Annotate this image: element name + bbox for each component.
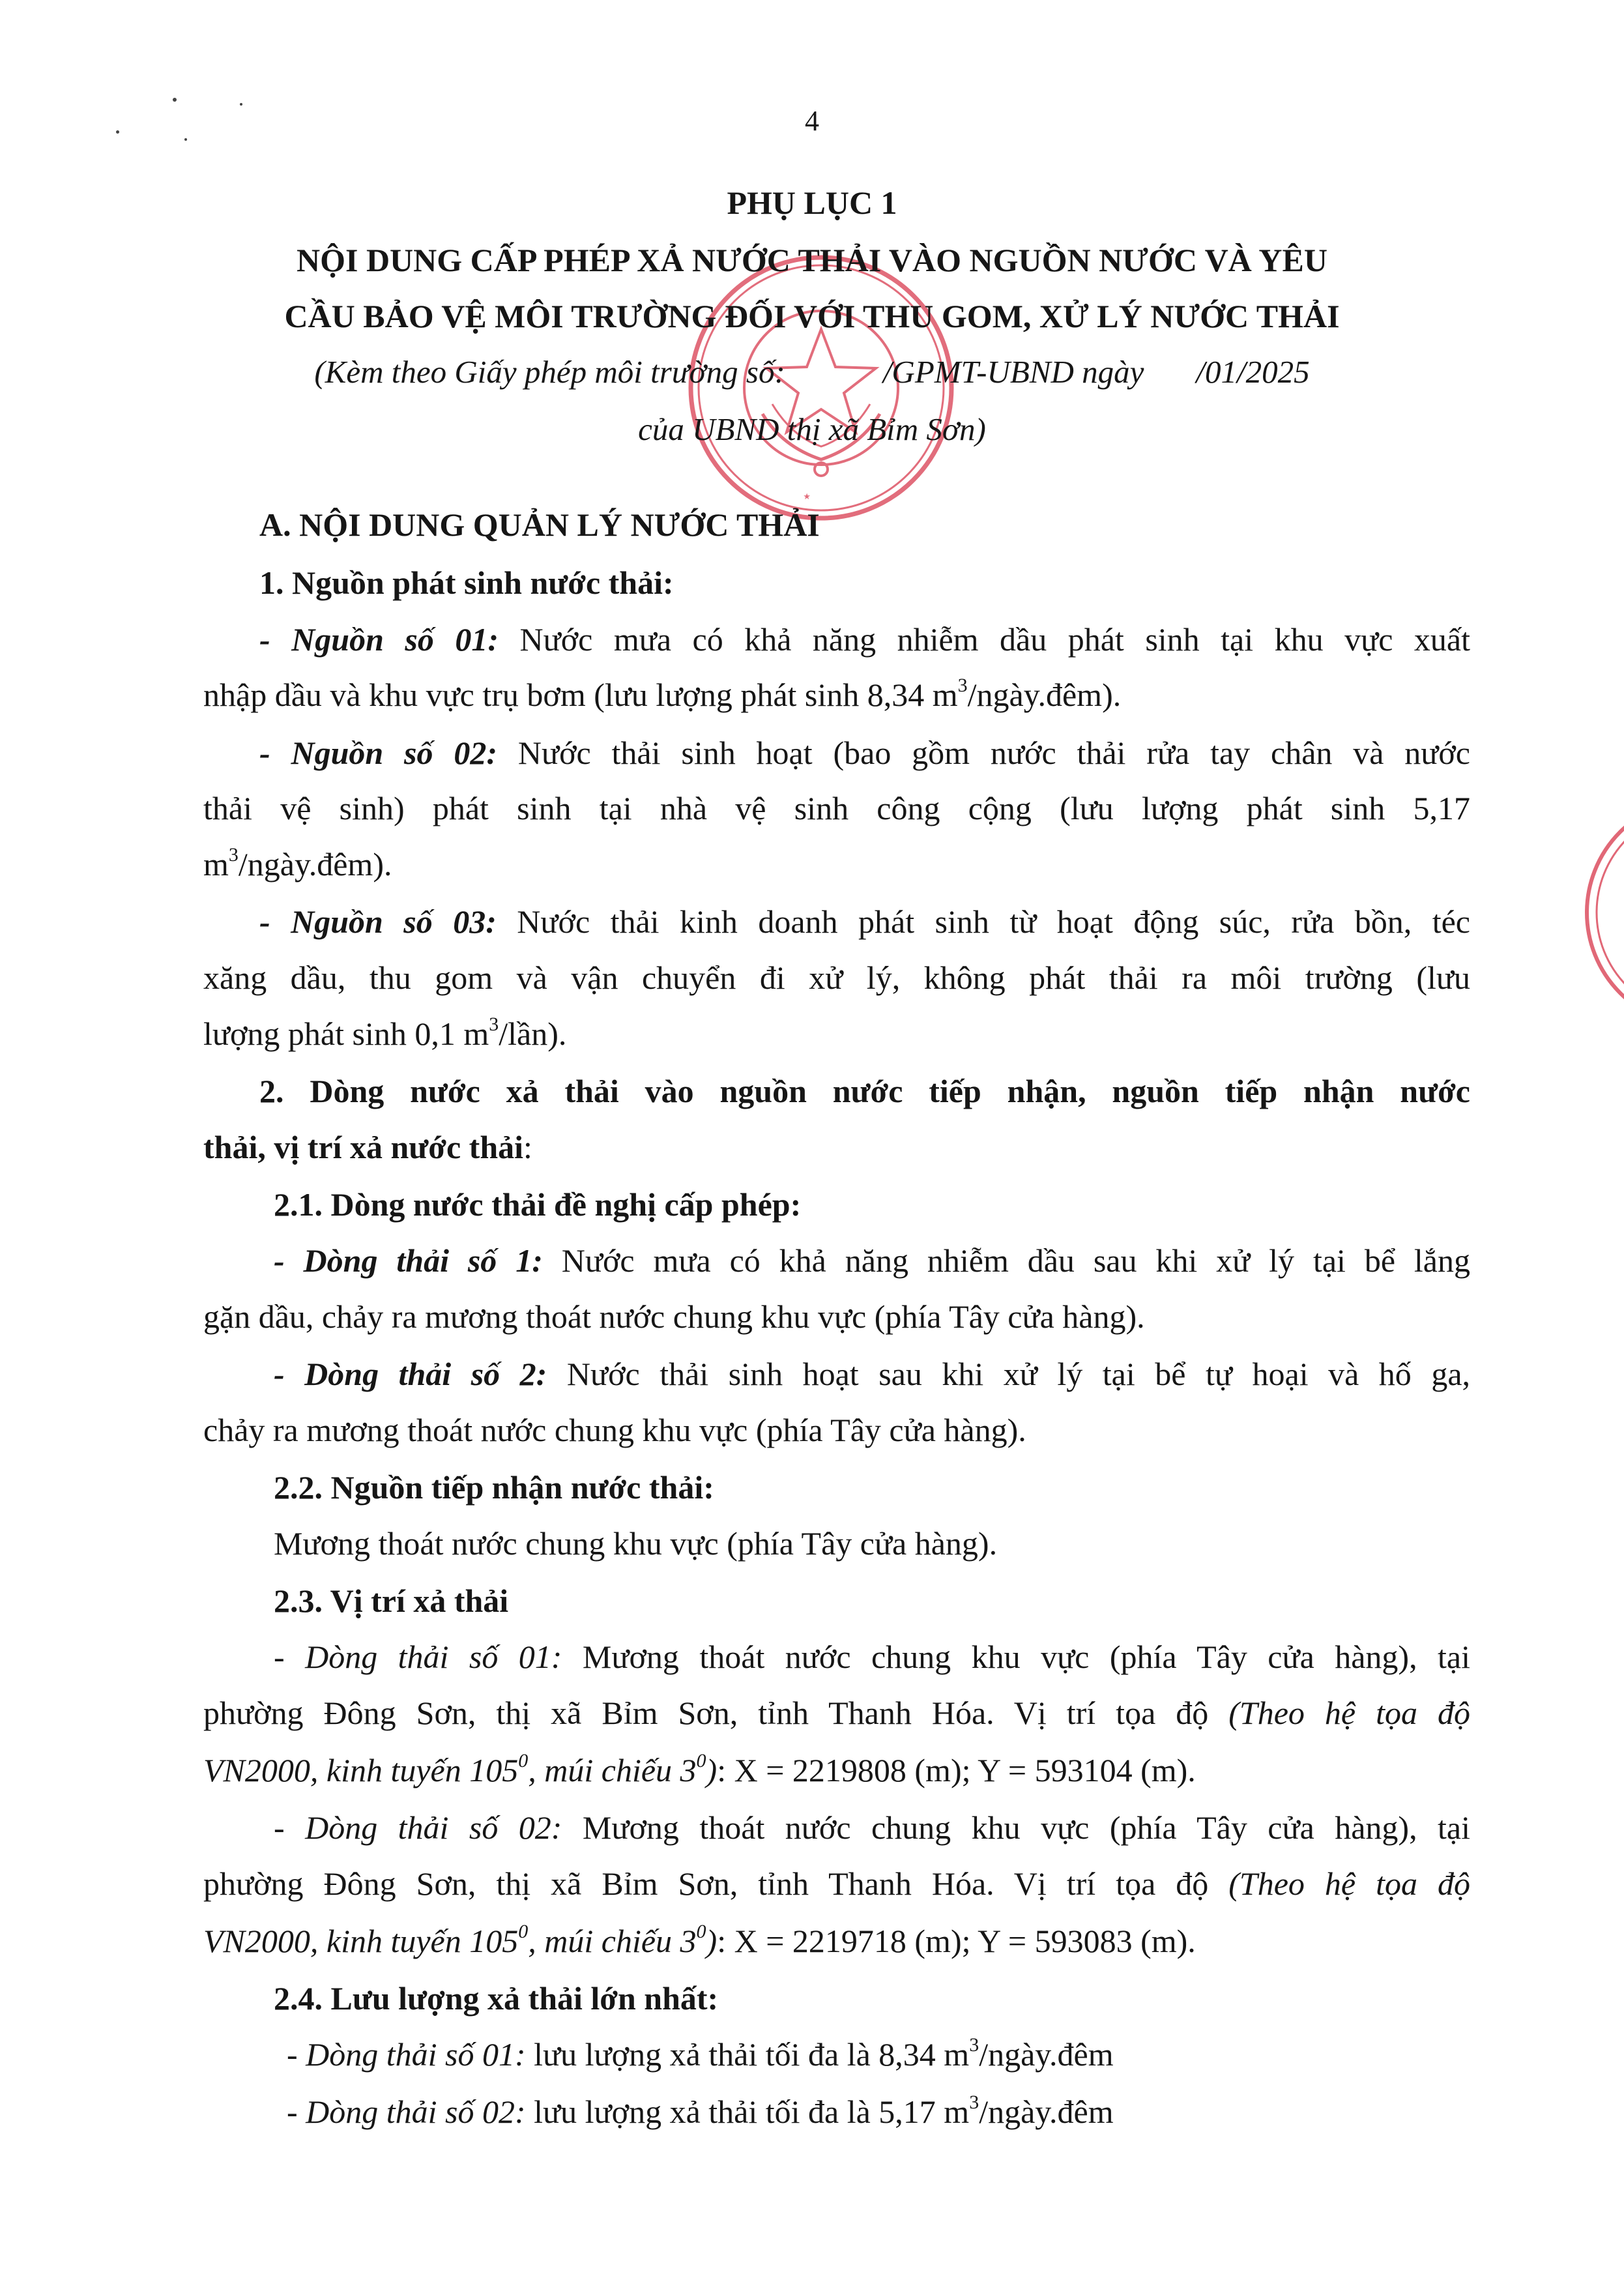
attachment-note (0, 353, 1624, 390)
appendix-subtitle-line2: CẦU BẢO VỆ MÔI TRƯỜNG ĐỐI VỚI THU GOM, XỬ LÝ NƯỚC THẢI (284, 298, 1340, 334)
stream-1-line1: - Dòng thải số 1: Nước mưa có khả năng nhiễm dầu sau khi xử lý tại bể lắng (274, 1242, 1470, 1279)
flow-01-label: - Dòng thải số 01: (287, 2036, 526, 2073)
stream-2-line2: chảy ra mương thoát nước chung khu vực (phía Tây cửa hàng). (203, 1412, 1026, 1448)
flow-02-label: - Dòng thải số 02: (287, 2093, 526, 2130)
source-02-line3: $m^3/ngày.đêm$). (203, 844, 392, 882)
section-1-heading: 1. Nguồn phát sinh nước thải: (259, 564, 674, 601)
source-03-line2: xăng dầu, thu gom và vận chuyển đi xử lý, không phát thải ra môi trường (lưu (203, 959, 1470, 996)
section-2-3-heading: 2.3. Vị trí xả thải (274, 1582, 509, 1619)
location-01-label: - Dòng thải số 01: (274, 1639, 562, 1675)
location-01-line3: VN2000, kinh tuyến $105^0$, múi chiếu $3^0$): X = 2219808 (m); Y = 593104 (m). (203, 1750, 1196, 1788)
source-01-line2: nhập dầu và khu vực trụ bơm (lưu lượng phát sinh 8,34 $m^3/ngày.đêm$). (203, 675, 1122, 713)
stream-1-label: - Dòng thải số 1: (274, 1242, 543, 1279)
location-01-line1: - Dòng thải số 01: Mương thoát nước chung khu vực (phía Tây cửa hàng), tại (274, 1639, 1471, 1675)
section-2-heading-line1: 2. Dòng nước xả thải vào nguồn nước tiếp nhận, nguồn tiếp nhận nước (259, 1073, 1470, 1109)
source-03-line3: lượng phát sinh 0,1 $m^3/lần$). (203, 1013, 567, 1052)
partial-seal-stamp (1577, 789, 1624, 1036)
location-02-line1: - Dòng thải số 02: Mương thoát nước chung khu vực (phía Tây cửa hàng), tại (274, 1809, 1471, 1846)
stream-2-line1: - Dòng thải số 2: Nước thải sinh hoạt sau khi xử lý tại bể tự hoại và hố ga, (274, 1356, 1471, 1392)
source-01-line1: - Nguồn số 01: Nước mưa có khả năng nhiễm dầu phát sinh tại khu vực xuất (259, 621, 1471, 658)
source-03-label: - Nguồn số 03: (259, 903, 497, 940)
source-02-line2: thải vệ sinh) phát sinh tại nhà vệ sinh công cộng (lưu lượng phát sinh 5,17 (203, 790, 1470, 826)
appendix-title: PHỤ LỤC 1 (727, 184, 897, 221)
section-2-heading-line2: thải, vị trí xả nước thải: (203, 1129, 532, 1165)
scan-speck (184, 138, 187, 141)
source-02-label: - Nguồn số 02: (259, 735, 498, 771)
source-01-label: - Nguồn số 01: (259, 621, 499, 658)
attachment-note-line2: của UBND thị xã Bỉm Sơn) (638, 411, 986, 447)
stream-1-line2: gặn dầu, chảy ra mương thoát nước chung khu vực (phía Tây cửa hàng). (203, 1298, 1145, 1335)
svg-text:⋆: ⋆ (802, 487, 813, 506)
stream-2-label: - Dòng thải số 2: (274, 1356, 547, 1392)
source-02-line1: - Nguồn số 02: Nước thải sinh hoạt (bao gồm nước thải rửa tay chân và nước (259, 735, 1471, 771)
location-02-line2: phường Đông Sơn, thị xã Bỉm Sơn, tỉnh Thanh Hóa. Vị trí tọa độ (Theo hệ tọa độ (203, 1865, 1470, 1902)
attachment-note-b: /GPMT-UBND ngày (882, 354, 1144, 390)
location-01-line2: phường Đông Sơn, thị xã Bỉm Sơn, tỉnh Thanh Hóa. Vị trí tọa độ (Theo hệ tọa độ (203, 1695, 1470, 1731)
scan-speck (173, 98, 177, 102)
attachment-note-a: (Kèm theo Giấy phép môi trường số: (314, 354, 785, 390)
section-2-2-text: Mương thoát nước chung khu vực (phía Tây cửa hàng). (274, 1525, 998, 1562)
section-a-heading: A. NỘI DUNG QUẢN LÝ NƯỚC THẢI (259, 506, 820, 543)
flow-02-line: - Dòng thải số 02: lưu lượng xả thải tối đa là 5,17 $m^3/ngày.đêm$ (287, 2092, 1114, 2130)
source-03-line1: - Nguồn số 03: Nước thải kinh doanh phát sinh từ hoạt động súc, rửa bồn, téc (259, 903, 1471, 940)
appendix-subtitle-line1: NỘI DUNG CẤP PHÉP XẢ NƯỚC THẢI VÀO NGUỒN NƯỚC VÀ YÊU (296, 242, 1327, 278)
attachment-note-c: /01/2025 (1196, 354, 1310, 390)
flow-01-line: - Dòng thải số 01: lưu lượng xả thải tối đa là 8,34 $m^3/ngày.đêm$ (287, 2034, 1114, 2073)
page-number: 4 (805, 105, 819, 137)
section-2-4-heading: 2.4. Lưu lượng xả thải lớn nhất: (274, 1980, 719, 2017)
location-02-label: - Dòng thải số 02: (274, 1809, 562, 1846)
section-2-2-heading: 2.2. Nguồn tiếp nhận nước thải: (274, 1469, 714, 1506)
section-2-1-heading: 2.1. Dòng nước thải đề nghị cấp phép: (274, 1186, 802, 1223)
location-02-line3: VN2000, kinh tuyến $105^0$, múi chiếu $3^0$): X = 2219718 (m); Y = 593083 (m). (203, 1921, 1196, 1959)
